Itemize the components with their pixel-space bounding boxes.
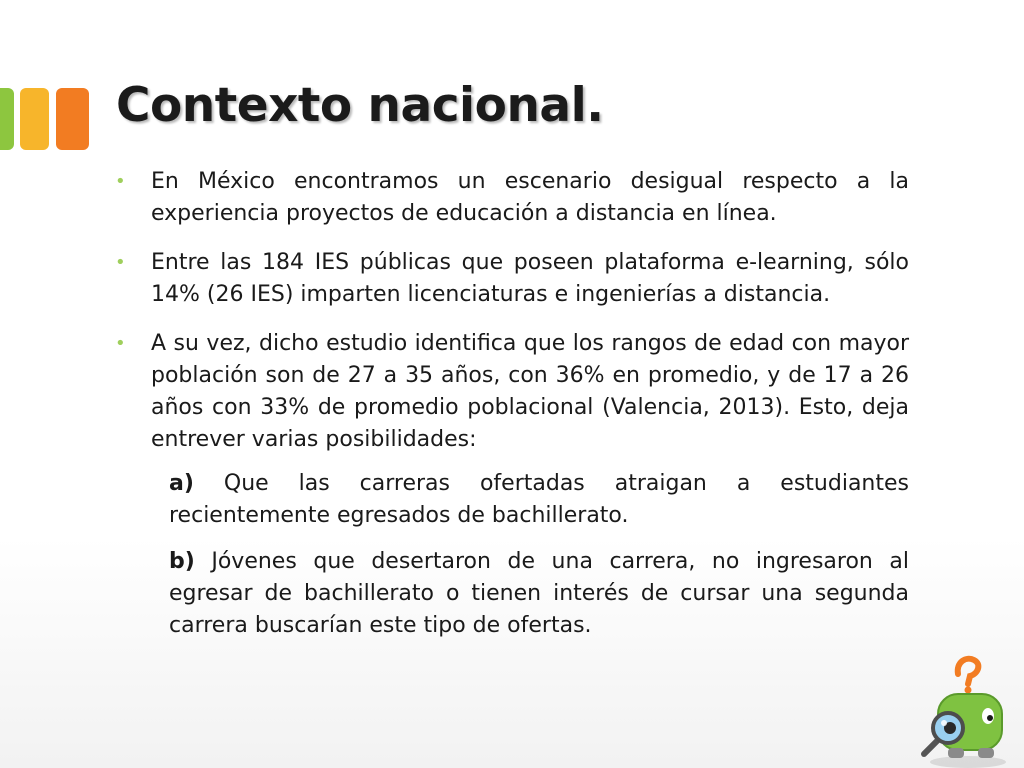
- green-bar: [0, 88, 14, 150]
- bullet-icon: •: [115, 171, 126, 192]
- sub-item-b: [169, 546, 909, 642]
- bullet-text: A su vez, dicho estudio identifica que los rangos de edad con mayor población son de 27 a 35 años, con 36% en promedio, y de 17 a 26 años con 33% de promedio poblacional (Valencia, 2013). Esto, deja entrever varias posibilidades:: [151, 331, 909, 452]
- bullet-item: [112, 247, 909, 311]
- orange-bar: [56, 88, 89, 150]
- bullet-icon: •: [115, 333, 126, 354]
- question-mark-icon: [958, 659, 979, 684]
- slide-content: [112, 166, 909, 656]
- bullet-icon: •: [115, 252, 126, 273]
- sub-item-a: [169, 468, 909, 532]
- bullet-item: [112, 328, 909, 456]
- sub-item-text: Que las carreras ofertadas atraigan a estudiantes recientemente egresados de bachillerato.: [169, 471, 909, 528]
- magnifier-handle: [924, 740, 938, 754]
- sub-item-text: Jóvenes que desertaron de una carrera, no ingresaron al egresar de bachillerato o tienen interés de cursar una segunda carrera buscarían este tipo de ofertas.: [169, 549, 909, 638]
- sub-item-marker: a): [169, 471, 194, 496]
- bullet-text: En México encontramos un escenario desigual respecto a la experiencia proyectos de educación a distancia en línea.: [151, 169, 909, 226]
- robot-mascot-icon: [908, 652, 1024, 768]
- slide-title: Contexto nacional.: [116, 78, 604, 133]
- decorative-bars-icon: [0, 88, 95, 150]
- sub-item-marker: b): [169, 549, 195, 574]
- bullet-text: Entre las 184 IES públicas que poseen plataforma e-learning, sólo 14% (26 IES) imparten licenciaturas e ingenierías a distancia.: [151, 250, 909, 307]
- bullet-item: [112, 166, 909, 230]
- yellow-bar: [20, 88, 49, 150]
